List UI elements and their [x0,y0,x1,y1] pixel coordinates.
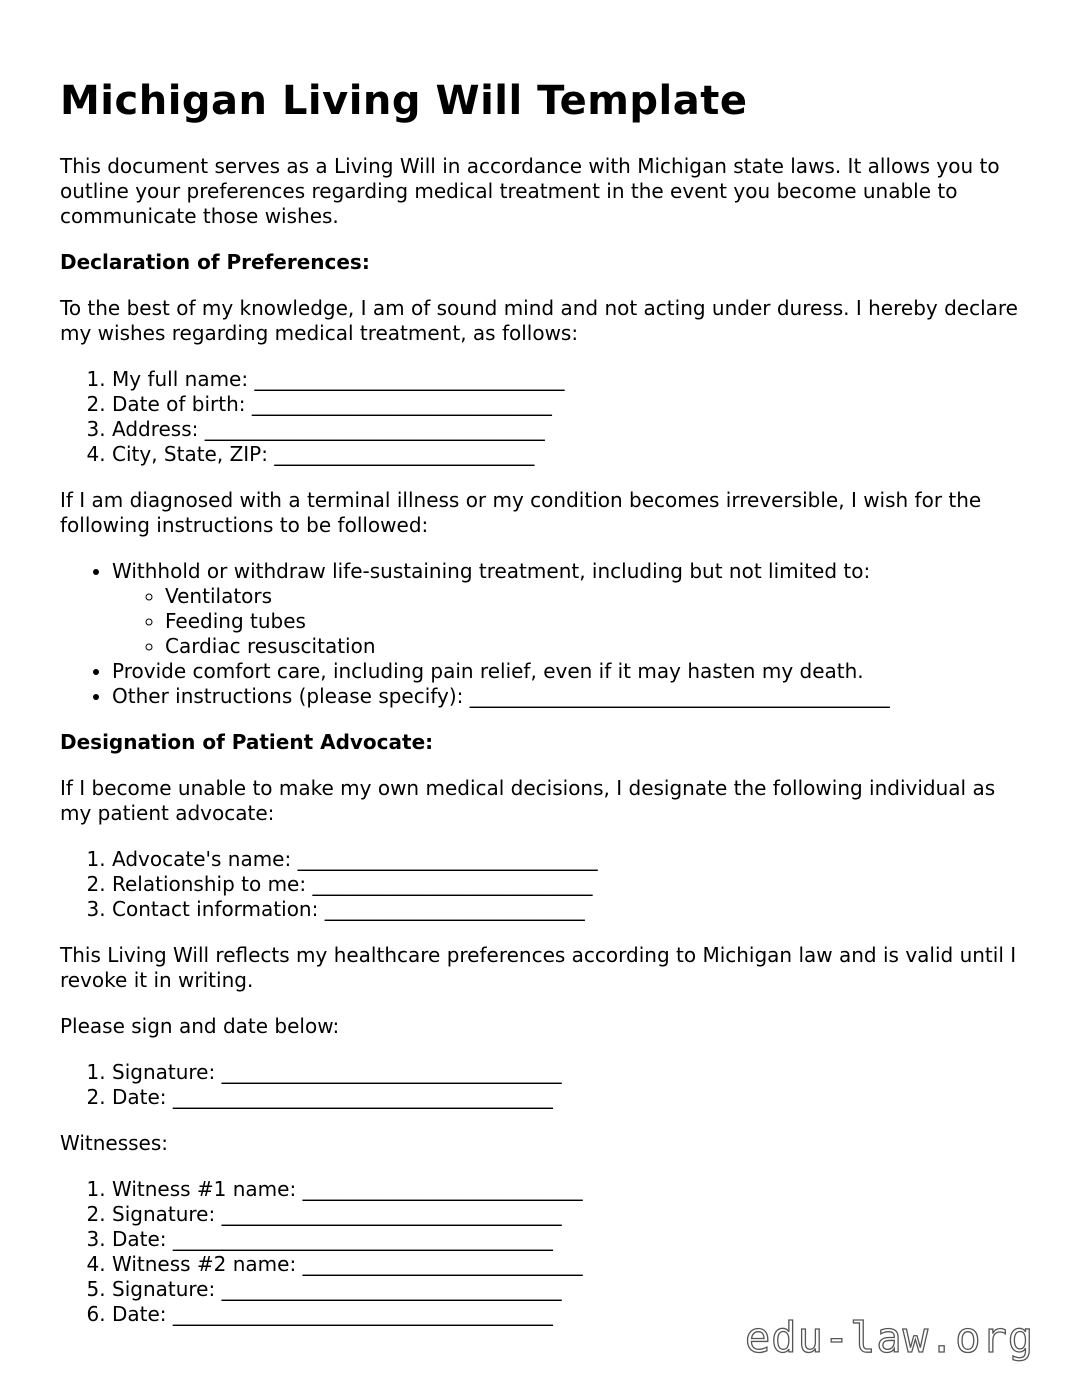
address-field: 3. Address: __________________________________ [112,417,1020,442]
instructions-list [60,559,1020,709]
relationship-field: 2. Relationship to me: ____________________________ [112,872,1020,897]
sign-text: Please sign and date below: [60,1014,340,1038]
witness-2-name-field: 4. Witness #2 name: ____________________________ [112,1252,1020,1277]
instructions-text: If I am diagnosed with a terminal illness or my condition becomes irreversible, I wish for the following instructions to be followed: [60,488,982,537]
document-title: Michigan Living Will Template [60,78,748,124]
signature-field: 1. Signature: __________________________________ [112,1060,1020,1085]
treatment-sublist [112,584,1020,659]
witness-2-date-field: 6. Date: ______________________________________ [112,1302,1020,1327]
intro-paragraph: This document serves as a Living Will in accordance with Michigan state laws. It allows you to outline your preferences regarding medical treatment in the event you become unable to communicate those wishes. [60,154,1000,228]
witness-1-signature-field: 2. Signature: __________________________________ [112,1202,1020,1227]
advocate-text: If I become unable to make my own medical decisions, I designate the following individual as my patient advocate: [60,776,996,825]
witness-2-signature-field: 5. Signature: __________________________________ [112,1277,1020,1302]
date-field: 2. Date: ______________________________________ [112,1085,1020,1110]
declaration-fields-list [60,367,1020,467]
city-state-zip-field: 4. City, State, ZIP: __________________________ [112,442,1020,467]
watermark: edu-law.org [745,1313,1035,1362]
document-page [60,76,1020,1348]
advocate-fields-list [60,847,1020,922]
witness-1-date-field: 3. Date: ______________________________________ [112,1227,1020,1252]
instruction-withhold-treatment [112,559,1020,659]
treatment-cardiac-resuscitation: ◦ Cardiac resuscitation [165,634,1020,659]
witness-fields-list [60,1177,1020,1327]
advocate-heading: Designation of Patient Advocate: [60,730,434,754]
advocate-name-field: 1. Advocate's name: ______________________________ [112,847,1020,872]
full-name-field: 1. My full name: _______________________________ [112,367,1020,392]
instruction-comfort-care: • Provide comfort care, including pain relief, even if it may hasten my death. [112,659,1020,684]
sign-fields-list [60,1060,1020,1110]
treatment-feeding-tubes: ◦ Feeding tubes [165,609,1020,634]
instruction-other: • Other instructions (please specify): __________________________________________ [112,684,1020,709]
date-of-birth-field: 2. Date of birth: ______________________________ [112,392,1020,417]
instruction-withhold-treatment-label: Withhold or withdraw life-sustaining treatment, including but not limited to: [112,559,871,583]
declaration-heading: Declaration of Preferences: [60,250,370,274]
witness-1-name-field: 1. Witness #1 name: ____________________________ [112,1177,1020,1202]
declaration-text: To the best of my knowledge, I am of sound mind and not acting under duress. I hereby declare my wishes regarding medical treatment, as follows: [60,296,1018,345]
witnesses-label: Witnesses: [60,1131,169,1155]
validity-text: This Living Will reflects my healthcare preferences according to Michigan law and is valid until I revoke it in writing. [60,943,1017,992]
treatment-ventilators: ◦ Ventilators [165,584,1020,609]
contact-information-field: 3. Contact information: __________________________ [112,897,1020,922]
